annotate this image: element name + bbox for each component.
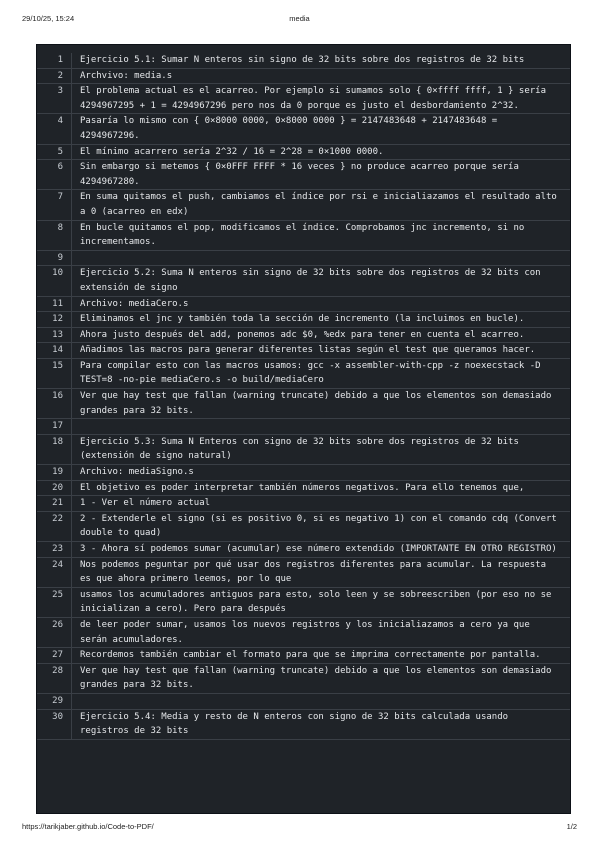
page-number: 1/2 [566,822,577,831]
line-number: 1 [37,53,72,68]
code-line [37,435,570,465]
line-number: 20 [37,481,72,496]
line-number: 7 [37,190,72,219]
line-number: 27 [37,648,72,663]
code-line [37,114,570,144]
code-line [37,160,570,190]
source-url[interactable]: https://tarikjaber.github.io/Code-to-PDF/ [22,822,154,831]
line-text: Ejercicio 5.3: Suma N Enteros con signo de 32 bits sobre dos registros de 32 bits (extensión de signo natural) [80,436,525,462]
line-number: 14 [37,343,72,358]
code-line [37,558,570,588]
code-line [37,145,570,161]
line-text: El objetivo es poder interpretar también números negativos. Para ello tenemos que, [80,482,525,493]
code-line [37,251,570,267]
code-line [37,496,570,512]
code-line [37,710,570,740]
line-number: 17 [37,419,72,434]
line-text [72,419,570,434]
line-number: 5 [37,145,72,160]
line-number: 4 [37,114,72,143]
code-line [37,297,570,313]
line-text: Nos podemos peguntar por qué usar dos registros diferentes para acumular. La respuesta es que ahora primero leemos, por lo que [80,559,552,585]
line-text [72,694,570,709]
line-text: 2 - Extenderle el signo (si es positivo 0, si es negativo 1) con el comando cdq (Convert double to quad) [80,513,563,539]
line-number: 24 [37,558,72,587]
line-text: Ejercicio 5.2: Suma N enteros sin signo de 32 bits sobre dos registros de 32 bits con extensión de signo [80,268,546,293]
line-text: Archivo: mediaCero.s [80,298,189,309]
line-number: 22 [37,512,72,541]
code-line [37,190,570,220]
code-line [37,512,570,542]
code-block [36,44,571,814]
line-text: El mínimo acarrero sería 2^32 / 16 = 2^28 = 0×1000 0000. [80,146,384,157]
code-line [37,53,570,69]
line-text: 3 - Ahora sí podemos sumar (acumular) ese número extendido (IMPORTANTE EN OTRO REGISTRO) [80,544,557,554]
line-number: 9 [37,251,72,266]
line-number: 28 [37,664,72,693]
line-text: Ejercicio 5.4: Media y resto de N enteros con signo de 32 bits calculada usando registros de 32 bits [80,711,514,737]
line-text: Recordemos también cambiar el formato para que se imprima correctamente por pantalla. [80,650,541,661]
line-number: 2 [37,69,72,84]
line-text: 1 - Ver el número actual [80,498,211,509]
code-line [37,328,570,344]
line-text: Ejercicio 5.1: Sumar N enteros sin signo de 32 bits sobre dos registros de 32 bits [80,55,525,65]
code-line [37,542,570,558]
line-text: Añadimos las macros para generar diferentes listas según el test que queramos hacer. [80,345,536,356]
line-number: 25 [37,588,72,617]
line-number: 19 [37,465,72,480]
line-text: Ahora justo después del add, ponemos adc $0, %edx para tener en cuenta el acarreo. [80,329,525,340]
line-number: 26 [37,618,72,647]
line-number: 15 [37,359,72,388]
line-text: Eliminamos el jnc y también toda la sección de incremento (la incluimos en bucle). [80,314,525,325]
line-text: Archivo: mediaSigno.s [80,467,194,478]
line-number: 30 [37,710,72,739]
code-line [37,389,570,419]
print-date: 29/10/25, 15:24 [22,14,75,23]
line-text: Sin embargo si metemos { 0×0FFF FFFF * 16 veces } no produce acarreo porque sería 4294967280. [80,162,525,187]
print-header [22,14,577,26]
code-line [37,664,570,694]
line-number: 10 [37,266,72,295]
document-title: media [289,14,310,23]
code-line [37,419,570,435]
code-line [37,343,570,359]
line-number: 16 [37,389,72,418]
print-footer [22,822,577,834]
line-number: 12 [37,312,72,327]
code-line [37,588,570,618]
line-text: usamos los acumuladores antiguos para esto, solo leen y se sobreescriben (por eso no se inicializan a cero). Pero para después [80,589,557,615]
line-text: Pasaría lo mismo con { 0×8000 0000, 0×8000 0000 } = 2147483648 + 2147483648 = 4294967296. [80,116,503,141]
line-number: 6 [37,160,72,189]
line-number: 23 [37,542,72,557]
line-text: Ver que hay test que fallan (warning truncate) debido a que los elementos son demasiado grandes para 32 bits. [80,665,557,691]
code-line [37,359,570,389]
line-number: 8 [37,221,72,250]
line-text: Archvivo: media.s [80,70,173,81]
code-line [37,221,570,251]
line-number: 18 [37,435,72,464]
line-text: Ver que hay test que fallan (warning truncate) debido a que los elementos son demasiado grandes para 32 bits. [80,391,557,416]
code-line [37,465,570,481]
line-text: El problema actual es el acarreo. Por ejemplo si sumamos solo { 0×ffff ffff, 1 } sería 4294967295 + 1 = 4294967296 pero nos da 0 porque es justo el desbordamiento 2^32. [80,86,552,111]
code-line [37,648,570,664]
line-text: de leer poder sumar, usamos los nuevos registros y los inicialiazamos a cero ya que serán acumuladores. [80,619,536,645]
code-line [37,266,570,296]
code-line [37,312,570,328]
line-text [72,251,570,266]
code-line [37,481,570,497]
code-line [37,618,570,648]
line-number: 3 [37,84,72,113]
line-number: 13 [37,328,72,343]
code-line [37,69,570,85]
code-line [37,84,570,114]
line-text: En bucle quitamos el pop, modificamos el índice. Comprobamos jnc incremento, si no incrementamos. [80,222,530,248]
line-number: 21 [37,496,72,511]
line-number: 11 [37,297,72,312]
line-text: Para compilar esto con las macros usamos: gcc -x assembler-with-cpp -z noexecstack -D TEST=8 -no-pie mediaCero.s -o build/mediaCero [80,360,546,386]
line-text: En suma quitamos el push, cambiamos el índice por rsi e inicialiazamos el resultado alto a 0 (acarreo en edx) [80,192,563,217]
code-line [37,694,570,710]
line-number: 29 [37,694,72,709]
